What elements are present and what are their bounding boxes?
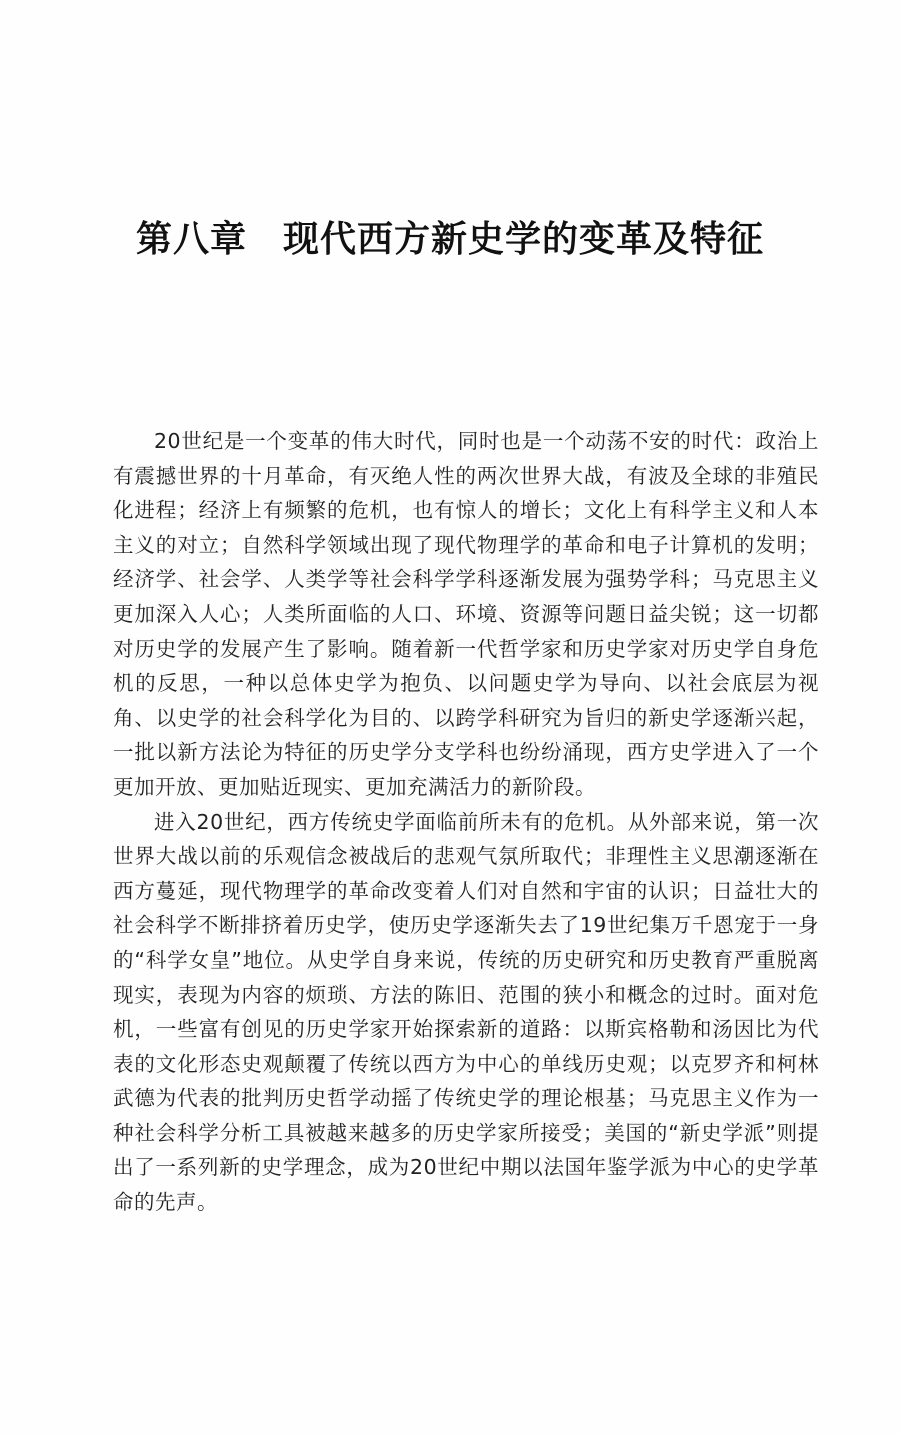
chapter-title bbox=[0, 214, 900, 264]
chapter-title-text: 现代西方新史学的变革及特征 bbox=[283, 218, 765, 261]
chapter-body bbox=[113, 424, 819, 1220]
paragraph: 进入20世纪，西方传统史学面临前所未有的危机。从外部来说，第一次世界大战以前的乐观信念被战后的悲观气氛所取代；非理性主义思潮逐渐在西方蔓延，现代物理学的革命改变着人们对自然和宇宙的认识；日益壮大的社会科学不断排挤着历史学，使历史学逐渐失去了19世纪集万千恩宠于一身的“科学女皇”地位。从史学自身来说，传统的历史研究和历史教育严重脱离现实，表现为内容的烦琐、方法的陈旧、范围的狭小和概念的过时。面对危机，一些富有创见的历史学家开始探索新的道路：以斯宾格勒和汤因比为代表的文化形态史观颠覆了传统以西方为中心的单线历史观；以克罗齐和柯林武德为代表的批判历史哲学动摇了传统史学的理论根基；马克思主义作为一种社会科学分析工具被越来越多的历史学家所接受；美国的“新史学派”则提出了一系列新的史学理念，成为20世纪中期以法国年鉴学派为中心的史学革命的先声。 bbox=[113, 809, 819, 1215]
paragraph: 20世纪是一个变革的伟大时代，同时也是一个动荡不安的时代：政治上有震撼世界的十月革命，有灭绝人性的两次世界大战，有波及全球的非殖民化进程；经济上有频繁的危机，也有惊人的增长；文化上有科学主义和人本主义的对立；自然科学领域出现了现代物理学的革命和电子计算机的发明；经济学、社会学、人类学等社会科学学科逐渐发展为强势学科；马克思主义更加深入人心；人类所面临的人口、环境、资源等问题日益尖锐；这一切都对历史学的发展产生了影响。随着新一代哲学家和历史学家对历史学自身危机的反思，一种以总体史学为抱负、以问题史学为导向、以社会底层为视角、以史学的社会科学化为目的、以跨学科研究为旨归的新史学逐渐兴起，一批以新方法论为特征的历史学分支学科也纷纷涌现，西方史学进入了一个更加开放、更加贴近现实、更加充满活力的新阶段。 bbox=[113, 429, 819, 799]
chapter-number: 第八章 bbox=[135, 218, 247, 261]
